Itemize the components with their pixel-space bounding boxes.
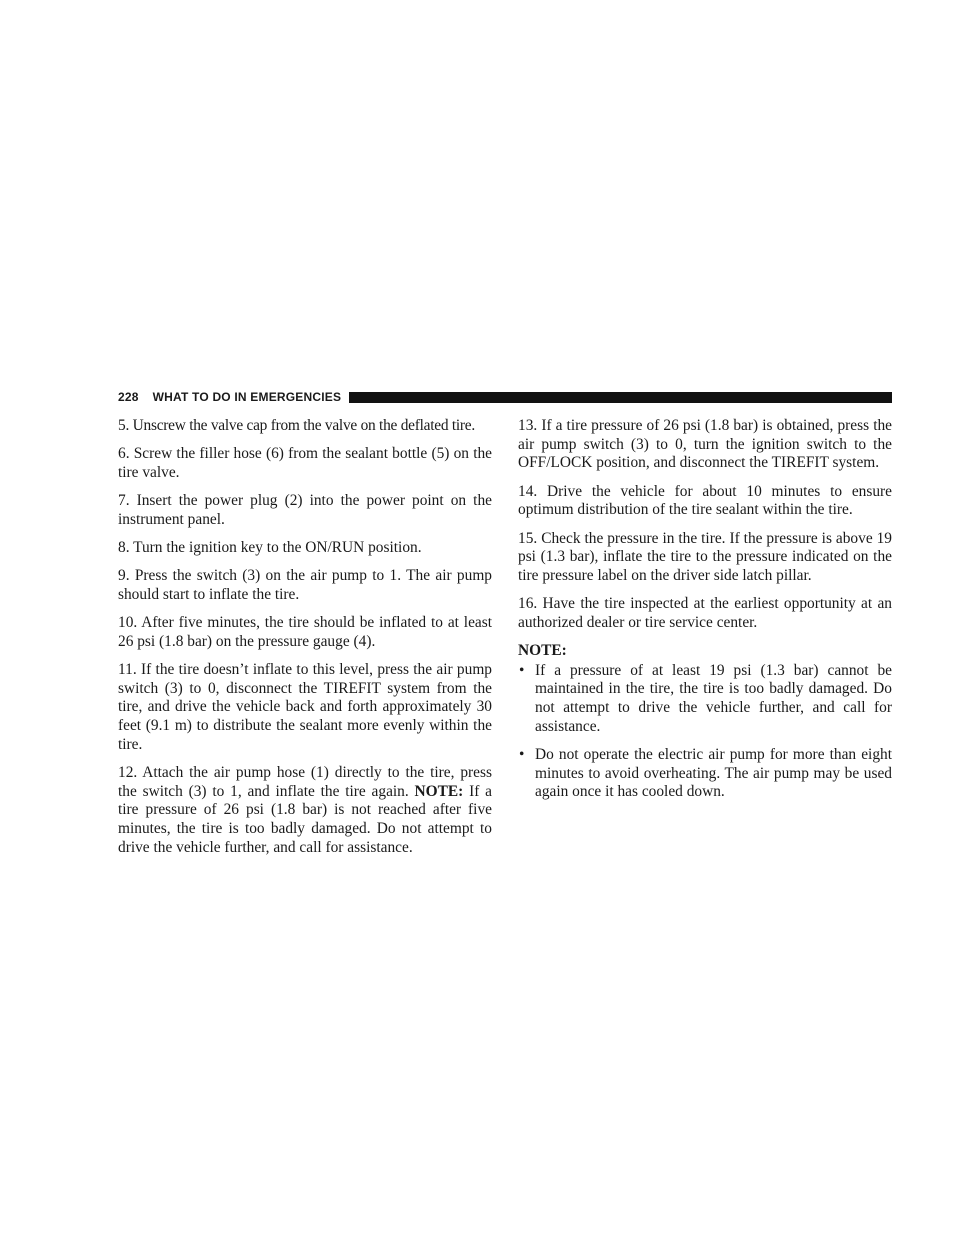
section-title: WHAT TO DO IN EMERGENCIES (152, 390, 342, 404)
bullet-icon: • (519, 661, 525, 679)
step-5: 5. Unscrew the valve cap from the valve on the deflated tire. (118, 417, 475, 434)
step-6: 6. Screw the filler hose (6) from the sealant bottle (5) on the tire valve. (118, 445, 492, 481)
step-9: 9. Press the switch (3) on the air pump to 1. The air pump should start to inflate the tire. (118, 567, 492, 603)
step-11: 11. If the tire doesn’t inflate to this level, press the air pump switch (3) to 0, disconnect the TIREFIT system from the tire, and drive the vehicle back and forth approximately 30 feet (9.1 m) to distribute the sealant more evenly within the tire. (118, 661, 492, 753)
page-number: 228 (118, 390, 139, 404)
right-column (518, 417, 892, 812)
bullet-icon: • (519, 746, 525, 764)
note-bullet-list (518, 662, 892, 802)
step-12 (118, 764, 492, 858)
header-rule-bar (349, 392, 892, 403)
note-heading: NOTE: (518, 642, 567, 660)
step-14: 14. Drive the vehicle for about 10 minutes to ensure optimum distribution of the tire sealant within the tire. (518, 482, 892, 519)
note-bullet-text: Do not operate the electric air pump for more than eight minutes to avoid overheating. The air pump may be used again once it has cooled down. (535, 746, 892, 801)
step-12-note-label: NOTE: (414, 782, 464, 800)
step-7: 7. Insert the power plug (2) into the power point on the instrument panel. (118, 492, 492, 528)
note-bullet-item (518, 746, 892, 802)
page-header (118, 388, 892, 406)
step-8: 8. Turn the ignition key to the ON/RUN position. (118, 539, 422, 557)
step-12-text-end: If a tire pressure of 26 psi (1.8 bar) is not reached after five minutes, the tire is too badly damaged. Do not attempt to drive the vehicle further, and call for assistance. (118, 782, 492, 856)
step-16: 16. Have the tire inspected at the earliest opportunity at an authorized dealer or tire service center. (518, 595, 892, 631)
step-15: 15. Check the pressure in the tire. If the pressure is above 19 psi (1.3 bar), inflate the tire to the pressure indicated on the tire pressure label on the driver side latch pillar. (518, 529, 892, 584)
step-12-text-start: 12. Attach the air pump hose (1) directly to the tire, press the switch (3) to 1, and inflate the tire again. (118, 764, 492, 800)
left-column (118, 417, 492, 858)
note-bullet-item (518, 662, 892, 737)
step-13: 13. If a tire pressure of 26 psi (1.8 bar) is obtained, press the air pump switch (3) to 0, turn the ignition switch to the OFF/LOCK position, and disconnect the TIREFIT system. (518, 417, 892, 472)
step-10: 10. After five minutes, the tire should be inflated to at least 26 psi (1.8 bar) on the pressure gauge (4). (118, 614, 492, 650)
note-bullet-text: If a pressure of at least 19 psi (1.3 bar) cannot be maintained in the tire, the tire is too badly damaged. Do not attempt to drive the vehicle further, and call for assistance. (535, 661, 892, 735)
